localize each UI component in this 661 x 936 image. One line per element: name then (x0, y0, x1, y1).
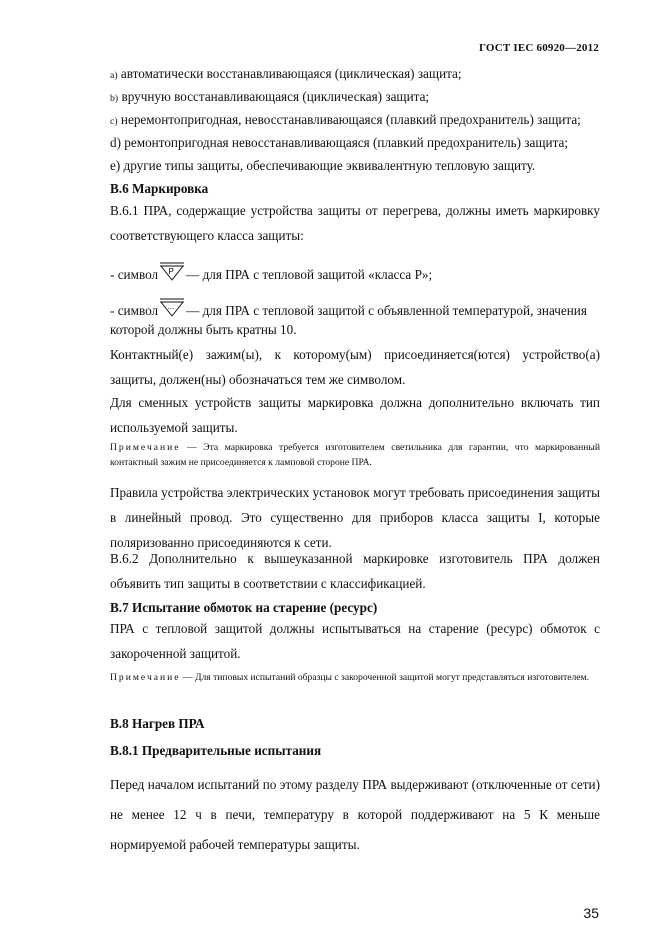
list-item-d (110, 135, 568, 151)
list-text: другие типы защиты, обеспечивающие эквивалентную тепловую защиту. (123, 158, 536, 173)
paragraph-b6-4: Правила устройства электрических установок могут требовать присоединения защиты в линейный провод. Это существенно для приборов класса защиты I, которые поляризованно присоединяются к сети. (110, 485, 600, 550)
document-header: ГОСТ IEC 60920—2012 (478, 42, 599, 54)
list-text: автоматически восстанавливающаяся (циклическая) защита; (120, 66, 462, 81)
section-heading-b6: В.6 Маркировка (110, 181, 209, 196)
list-marker: a) (110, 70, 118, 81)
paragraph-b6-5: В.6.2 Дополнительно к вышеуказанной маркировке изготовитель ПРА должен объявить тип защиты в соответствии с классификацией. (110, 551, 600, 591)
list-item-e (110, 158, 535, 174)
note-text: — Для типовых испытаний образцы с закороченной защитой могут представляться изготовителем. (182, 672, 590, 683)
paragraph-b6-2: Контактный(е) зажим(ы), к которому(ым) присоединяется(ются) устройство(а) защиты, должен(ны) обозначаться тем же символом. (110, 347, 600, 387)
paragraph-b6-3: Для сменных устройств защиты маркировка должна дополнительно включать тип используемой защиты. (110, 395, 600, 435)
symbol-description: — для ПРА с тепловой защитой с объявленной температурой, значения (186, 303, 587, 318)
page-number: 35 (583, 905, 599, 921)
note-b7 (110, 670, 600, 685)
list-marker: c) (110, 116, 118, 127)
list-marker: d) (110, 135, 121, 150)
list-item-b (110, 89, 429, 105)
section-heading-b7: В.7 Испытание обмоток на старение (ресурс) (110, 600, 378, 615)
list-text: вручную восстанавливающаяся (циклическая) защита; (121, 89, 430, 104)
list-item-a (110, 66, 462, 82)
symbol-line-continuation: которой должны быть кратны 10. (110, 322, 297, 337)
note-text: — Эта маркировка требуется изготовителем светильника для гарантии, что маркированный контактный зажим не присоединяется к ламповой стороне ПРА. (110, 442, 601, 468)
symbol-letter: P (168, 267, 174, 276)
paragraph-b7-1: ПРА с тепловой защитой должны испытываться на старение (ресурс) обмоток с закороченной защитой. (110, 621, 600, 661)
symbol-prefix: - символ (110, 303, 159, 318)
symbol-line-dots (110, 298, 600, 322)
paragraph-b8-1: Перед началом испытаний по этому разделу ПРА выдерживают (отключенные от сети) не менее 12 ч в печи, температуру в которой поддерживают на 5 К меньше нормируемой рабочей температуры защиты. (110, 777, 600, 852)
symbol-line-p (110, 262, 432, 286)
subsection-heading-b8-1: В.8.1 Предварительные испытания (110, 743, 322, 758)
list-marker: e) (110, 158, 121, 173)
symbol-prefix: - символ (110, 267, 159, 282)
note-label: Примечание (110, 442, 181, 453)
note-label: Примечание (110, 672, 181, 683)
list-text: неремонтопригодная, невосстанавливающаяся (плавкий предохранитель) защита; (120, 112, 581, 127)
list-text: ремонтопригодная невосстанавливающаяся (плавкий предохранитель) защита; (124, 135, 569, 150)
paragraph-b6-1: В.6.1 ПРА, содержащие устройства защиты от перегрева, должны иметь маркировку соответствующего класса защиты: (110, 203, 600, 243)
thermal-protection-declared-temp-icon (159, 298, 185, 322)
note-b6 (110, 440, 600, 470)
list-marker: b) (110, 93, 119, 104)
symbol-dots: ... (167, 302, 175, 311)
thermal-protection-p-icon (159, 262, 185, 286)
section-heading-b8: В.8 Нагрев ПРА (110, 716, 205, 731)
list-item-c (110, 112, 581, 128)
symbol-description: — для ПРА с тепловой защитой «класса P»; (186, 267, 433, 282)
